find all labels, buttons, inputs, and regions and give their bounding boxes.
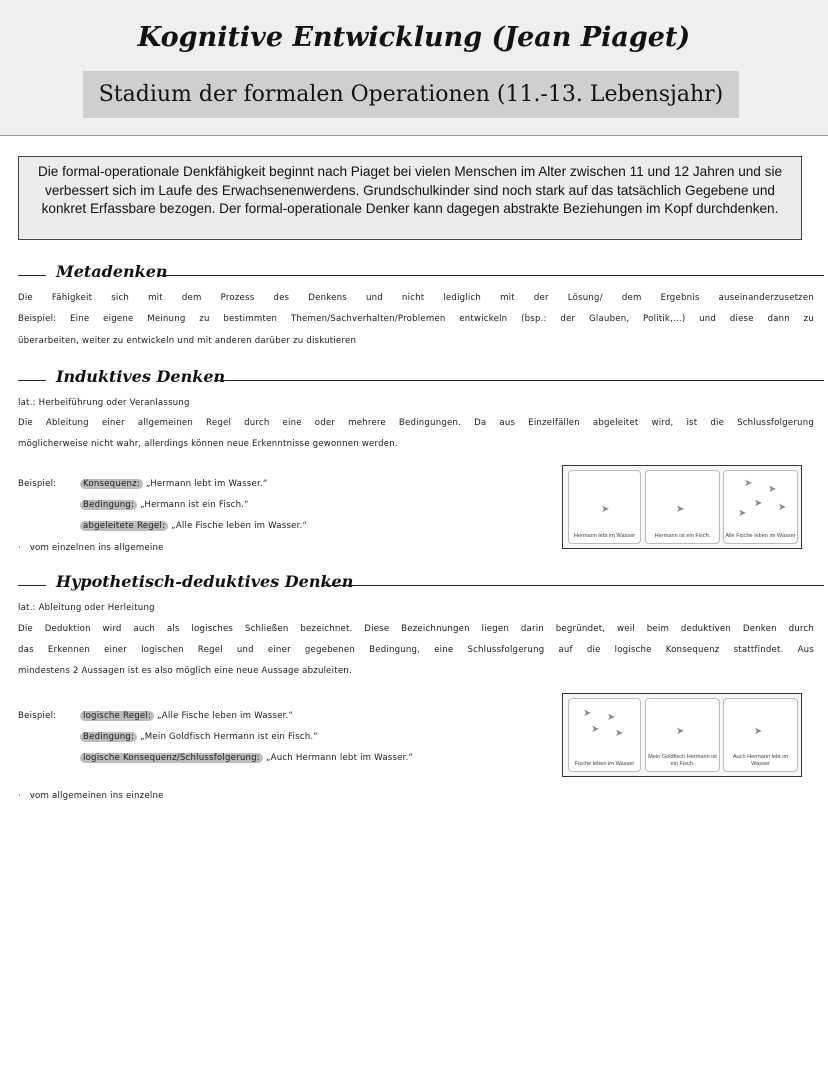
deduktiv-example-3 <box>80 753 413 763</box>
induktiv-example-2 <box>80 500 249 510</box>
induktiv-example-3 <box>80 521 307 531</box>
induktiv-definition: lat.: Herbeiführung oder Veranlassung <box>18 398 190 408</box>
example-text: „Alle Fische leben im Wasser.“ <box>171 521 308 531</box>
fish-icon: ➤ <box>615 728 624 739</box>
heading-rule <box>324 585 824 586</box>
card-caption: Fische leben im Wasser <box>574 760 635 767</box>
example-text: „Mein Goldfisch Hermann ist ein Fisch.“ <box>140 732 318 742</box>
deduktiv-definition: lat.: Ableitung oder Herleitung <box>18 603 155 613</box>
intro-box: Die formal-operationale Denkfähigkeit beginnt nach Piaget bei vielen Menschen im Alter zwischen 11 und 12 Jahren und sie verbessert sich im Laufe des Erwachsenenwerdens. Grundschulkinder sind noch stark auf das tatsächlich Gegebene und konkret Erfassbare bezogen. Der formal-operationale Denker kann dagegen abstrakte Beziehungen im Kopf durchdenken. <box>18 156 802 240</box>
deduktiv-line-2: das Erkennen einer logischen Regel und einer gegebenen Bedingung, eine Schlussfolgerung auf die logische Konsequenz stattfindet. Aus <box>18 645 814 655</box>
fish-icon: ➤ <box>754 726 763 737</box>
highlight-tag: abgeleitete Regel: <box>80 521 168 531</box>
highlight-tag: Konsequenz: <box>80 479 143 489</box>
card-caption: Alle Fische leben im Wasser <box>725 532 796 539</box>
page-subtitle: Stadium der formalen Operationen (11.-13. Lebensjahr) <box>83 71 739 118</box>
bullet-dot: · <box>18 791 30 801</box>
deduktiv-bullet <box>18 791 164 801</box>
fish-icon: ➤ <box>607 712 616 723</box>
fish-icon: ➤ <box>778 502 787 513</box>
heading-induktiv <box>18 367 824 389</box>
fish-icon: ➤ <box>591 724 600 735</box>
heading-label: Induktives Denken <box>56 367 231 386</box>
illustration-card <box>645 470 720 544</box>
fish-icon: ➤ <box>676 504 685 515</box>
card-caption: Auch Hermann lebt im Wasser <box>732 754 789 767</box>
fish-icon: ➤ <box>601 504 610 515</box>
deduktiv-line-1: Die Deduktion wird auch als logisches Schließen bezeichnet. Diese Bezeichnungen liegen darin begründet, weil beim deduktiven Denken durch <box>18 624 814 634</box>
illustration-card <box>723 470 798 544</box>
illustration-card <box>568 470 641 544</box>
metadenken-line-3: überarbeiten, weiter zu entwickeln und mit anderen darüber zu diskutieren <box>18 336 357 346</box>
induktiv-example-label: Beispiel: <box>18 479 57 489</box>
heading-dash <box>18 380 46 381</box>
deduktiv-illustration <box>562 693 802 777</box>
fish-icon: ➤ <box>754 498 763 509</box>
heading-dash <box>18 585 46 586</box>
illustration-card <box>645 698 720 772</box>
metadenken-line-1: Die Fähigkeit sich mit dem Prozess des Denkens und nicht lediglich mit der Lösung/ dem Ergebnis auseinanderzusetzen <box>18 293 814 303</box>
induktiv-example-1 <box>80 479 268 489</box>
induktiv-bullet <box>18 543 164 553</box>
illustration-card <box>568 698 641 772</box>
highlight-tag: Bedingung: <box>80 500 137 510</box>
deduktiv-example-1 <box>80 711 293 721</box>
fish-icon: ➤ <box>768 484 777 495</box>
deduktiv-example-2 <box>80 732 318 742</box>
example-text: „Hermann ist ein Fisch.“ <box>140 500 249 510</box>
example-text: „Auch Hermann lebt im Wasser.“ <box>265 753 414 763</box>
heading-rule <box>214 380 824 381</box>
heading-metadenken <box>18 262 824 284</box>
metadenken-line-2: Beispiel: Eine eigene Meinung zu bestimmten Themen/Sachverhalten/Problemen entwickeln (bsp.: der Glauben, Politik,...) und diese dann zu <box>18 314 814 324</box>
illustration-card <box>723 698 798 772</box>
heading-label: Metadenken <box>56 262 174 281</box>
fish-icon: ➤ <box>744 478 753 489</box>
deduktiv-example-label: Beispiel: <box>18 711 57 721</box>
highlight-tag: logische Konsequenz/Schlussfolgerung: <box>80 753 263 763</box>
heading-deduktiv <box>18 572 824 594</box>
page-title: Kognitive Entwicklung (Jean Piaget) <box>137 22 691 53</box>
highlight-tag: Bedingung: <box>80 732 137 742</box>
fish-icon: ➤ <box>676 726 685 737</box>
header <box>0 0 828 136</box>
card-caption: Mein Goldfisch Hermann ist ein Fisch. <box>648 754 717 767</box>
fish-icon: ➤ <box>738 508 747 519</box>
heading-rule <box>158 275 824 276</box>
fish-icon: ➤ <box>583 708 592 719</box>
example-text: „Alle Fische leben im Wasser.“ <box>157 711 294 721</box>
heading-label: Hypothetisch-deduktives Denken <box>56 572 359 591</box>
highlight-tag: logische Regel: <box>80 711 154 721</box>
card-caption: Hermann lebt im Wasser <box>573 532 636 539</box>
heading-dash <box>18 275 46 276</box>
induktiv-line-1: Die Ableitung einer allgemeinen Regel durch eine oder mehrere Bedingungen. Da aus Einzelfällen abgeleitet wird, ist die Schlussfolgerung <box>18 418 814 428</box>
bullet-dot: · <box>18 543 30 553</box>
induktiv-line-2: möglicherweise nicht wahr, allerdings können neue Erkenntnisse gewonnen werden. <box>18 439 398 449</box>
example-text: „Hermann lebt im Wasser.“ <box>145 479 268 489</box>
bullet-text: vom allgemeinen ins einzelne <box>29 791 164 801</box>
card-caption: Hermann ist ein Fisch. <box>654 532 711 539</box>
deduktiv-line-3: mindestens 2 Aussagen ist es also möglich eine neue Aussage abzuleiten. <box>18 666 352 676</box>
induktiv-illustration <box>562 465 802 549</box>
bullet-text: vom einzelnen ins allgemeine <box>29 543 164 553</box>
